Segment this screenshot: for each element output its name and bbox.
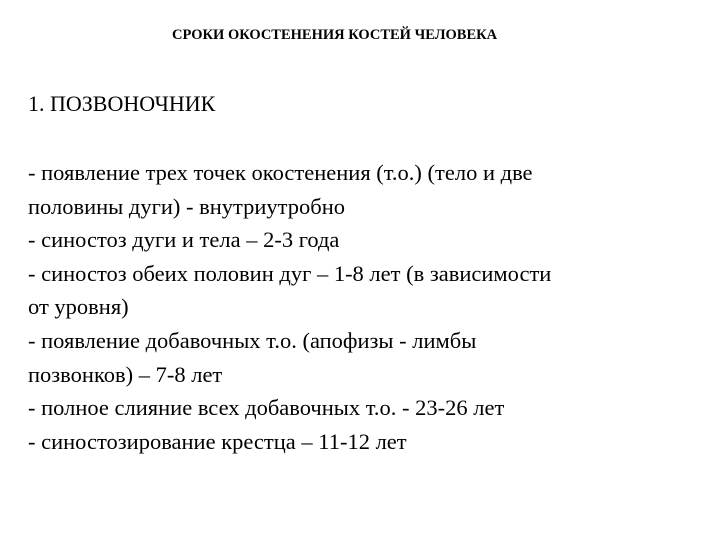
body-line: - появление трех точек окостенения (т.о.) (тело и две [28,160,533,185]
body-text [28,156,698,458]
slide-title: СРОКИ ОКОСТЕНЕНИЯ КОСТЕЙ ЧЕЛОВЕКА [172,27,498,43]
body-line: - синостоз обеих половин дуг – 1-8 лет (в зависимости [28,260,552,286]
body-line: - синостозирование крестца – 11-12 лет [28,428,407,454]
body-line: - полное слияние всех добавочных т.о. - 23-26 лет [28,395,505,421]
body-line: от уровня) [28,294,129,320]
body-line: позвонков) – 7-8 лет [28,361,223,387]
body-line: - появление добавочных т.о. (апофизы - лимбы [28,327,477,353]
body-line: половины дуги) - внутриутробно [28,193,346,219]
section-heading: 1. ПОЗВОНОЧНИК [28,91,216,116]
body-line: - синостоз дуги и тела – 2-3 года [28,227,340,253]
